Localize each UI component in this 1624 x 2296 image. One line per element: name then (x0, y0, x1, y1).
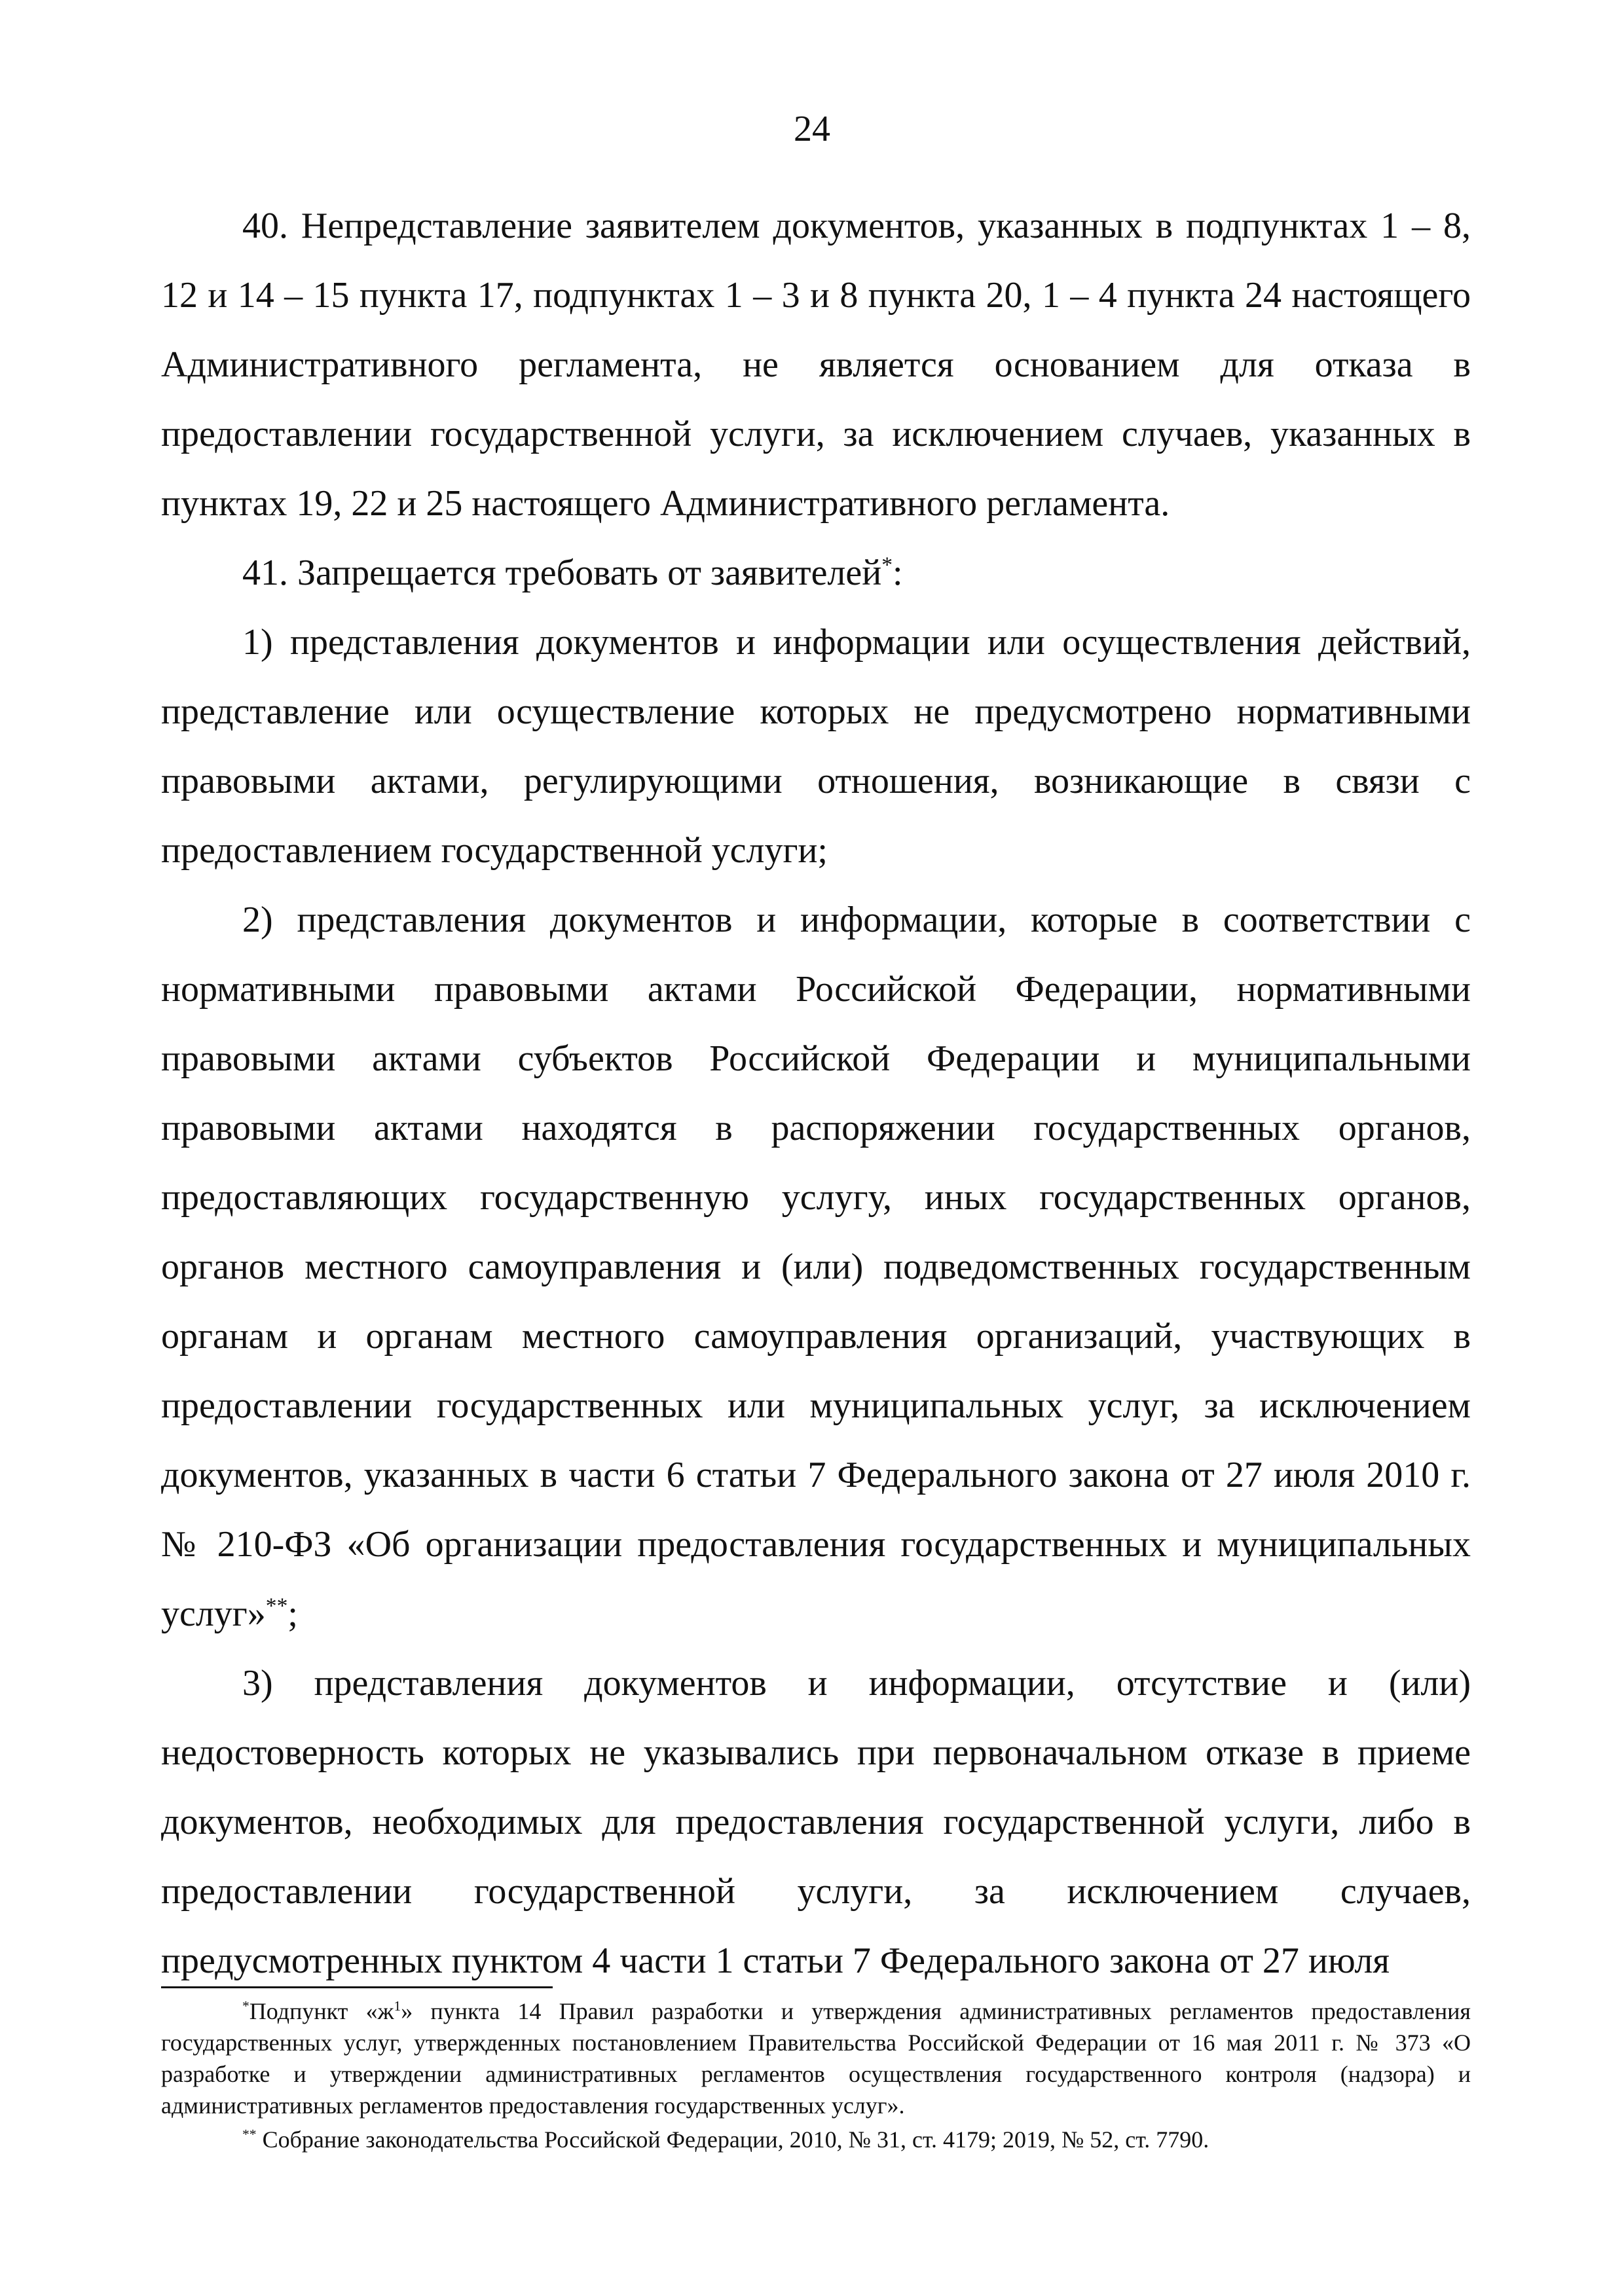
page-number: 24 (794, 109, 830, 149)
document-body (161, 191, 1471, 1995)
footnote-separator (161, 1986, 553, 1988)
paragraph-41: 41. Запрещается требовать от заявителей*: (242, 553, 903, 593)
footnote-2: ** Собрание законодательства Российской Федерации, 2010, № 31, ст. 4179; 2019, № 52, ст. 7790. (242, 2126, 1209, 2153)
footnotes (161, 1995, 1471, 2155)
footnote-ref-2: ** (265, 1594, 288, 1618)
footnote-ref-1: * (881, 553, 893, 577)
footnote-1: *Подпункт «$ж^1$» пункта 14 Правил разработки и утверждения административных регламентов предоставления государственных услуг, утвержденных постановлением Правительства Российской Федерации от 16 мая 2011 г. № 373 «О разработке и утверждении административных регламентов осуществления государственного контроля (надзора) и административных регламентов предоставления государственных услуг». (161, 1998, 1471, 2119)
list-item-3: 3) представления документов и информации, отсутствие и (или) недостоверность которых не указывались при первоначальном отказе в приеме документов, необходимых для предоставления государственной услуги, либо в предоставлении государственной услуги, за исключением случаев, предусмотренных пунктом 4 части 1 статьи 7 Федерального закона от 27 июля (161, 1663, 1471, 1981)
list-item-2: 2) представления документов и информации, которые в соответствии с нормативными правовыми актами Российской Федерации, нормативными правовыми актами субъектов Российской Федерации и муниципальными правовыми актами находятся в распоряжении государственных органов, предоставляющих государственную услугу, иных государственных органов, органов местного самоуправления и (или) подведомственных государственным органам и органам местного самоуправления организаций, участвующих в предоставлении государственных или муниципальных услуг, за исключением документов, указанных в части 6 статьи 7 Федерального закона от 27 июля 2010 г. № 210-ФЗ «Об организации предоставления государственных и муниципальных услуг»**; (161, 900, 1471, 1634)
list-item-1: 1) представления документов и информации или осуществления действий, представление или осуществление которых не предусмотрено нормативными правовыми актами, регулирующими отношения, возникающие в связи с предоставлением государственной услуги; (161, 622, 1471, 871)
paragraph-40: 40. Непредставление заявителем документов, указанных в подпунктах 1 – 8, 12 и 14 – 15 пункта 17, подпунктах 1 – 3 и 8 пункта 20, 1 – 4 пункта 24 настоящего Административного регламента, не является основанием для отказа в предоставлении государственной услуги, за исключением случаев, указанных в пунктах 19, 22 и 25 настоящего Административного регламента. (161, 206, 1471, 524)
